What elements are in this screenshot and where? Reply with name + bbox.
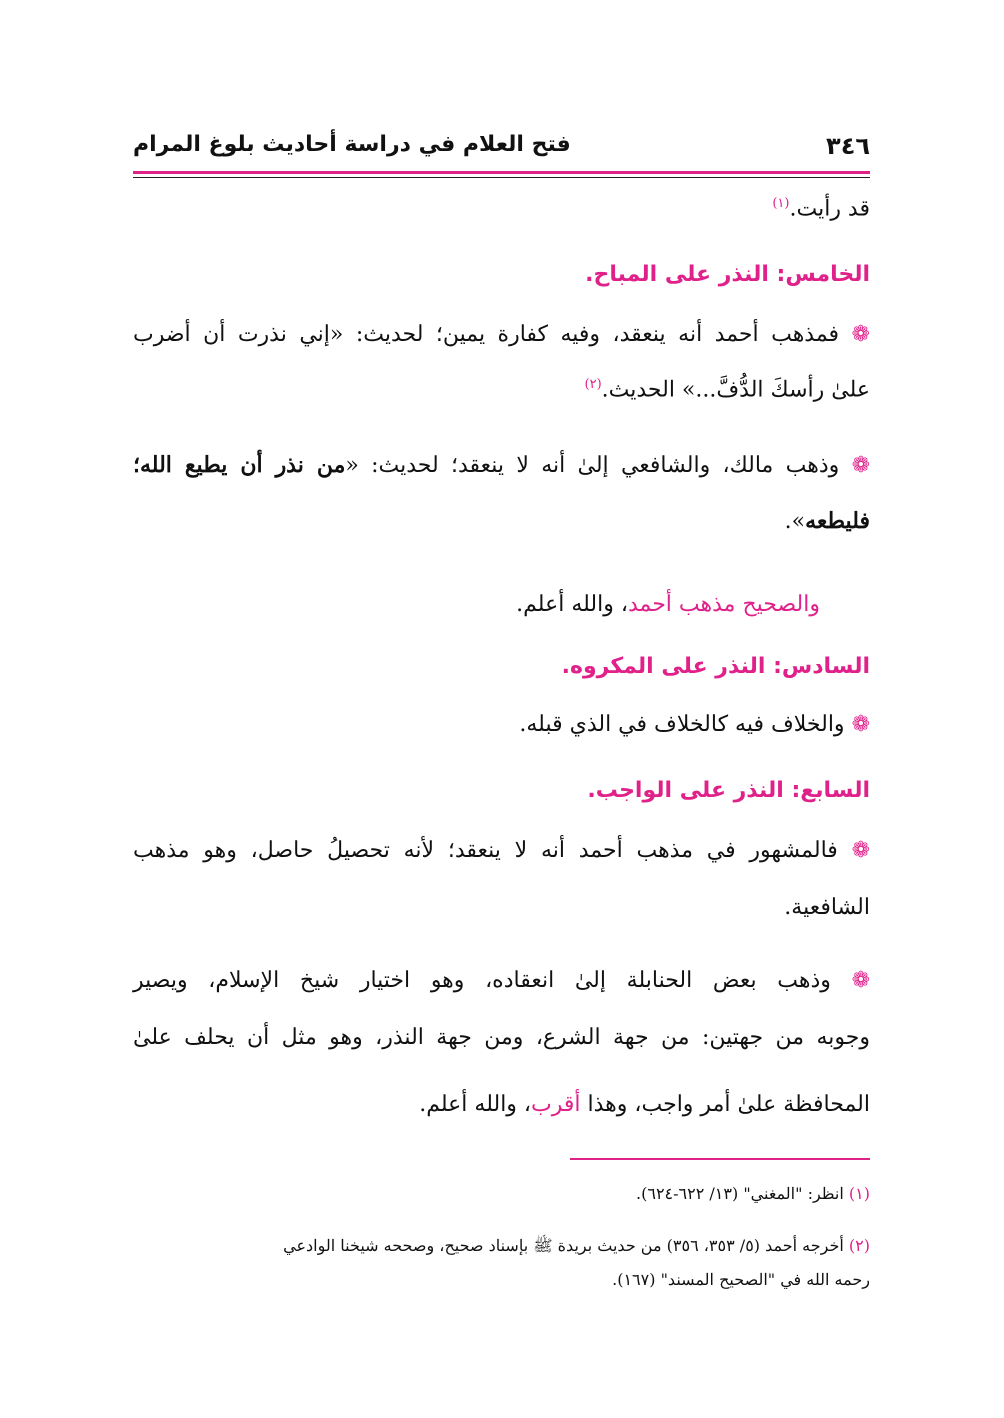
text-line: ❁ فمذهب أحمد أنه ينعقد، وفيه كفارة يمين؛ لحديث: «إني نذرت أن أضرب (133, 322, 870, 347)
flower-icon: ❁ (851, 322, 870, 347)
main-text (133, 0, 870, 1418)
flower-icon: ❁ (851, 968, 870, 993)
text-line: الشافعية. (784, 895, 870, 920)
footnote-ref[interactable]: (١) (772, 196, 790, 211)
text-line: وجوبه من جهتين: من جهة الشرع، ومن جهة النذر، وهو مثل أن يحلف علىٰ (133, 1025, 870, 1050)
book-title: فتح العلام في دراسة أحاديث بلوغ المرام (133, 132, 571, 157)
text-line: قد رأيت.$^{(١)}$ (772, 196, 870, 222)
text-line: ❁ وذهب بعض الحنابلة إلىٰ انعقاده، وهو اختيار شيخ الإسلام، ويصير (133, 968, 870, 993)
footnote-continuation: رحمه الله في "الصحيح المسند" (١٦٧). (612, 1270, 870, 1289)
text-line: المحافظة علىٰ أمر واجب، وهذا أقرب، والله أعلم. (419, 1092, 870, 1117)
section-heading: السادس: النذر على المكروه. (561, 654, 870, 679)
footnote: (١) انظر: "المغني" (١٣/ ٦٢٢-٦٢٤). (636, 1184, 870, 1203)
footnote-ref[interactable]: (٢) (584, 377, 602, 392)
footnote-number: (٢) (848, 1236, 870, 1255)
footnote-rule (570, 1158, 870, 1160)
text-line: علىٰ رأسكَ الدُّفَّ...» الحديث.$^{(٢)}$ (584, 377, 870, 403)
flower-icon: ❁ (851, 712, 870, 737)
footnote: (٢) أخرجه أحمد (٥/ ٣٥٣، ٣٥٦) من حديث بريدة ﷺ بإسناد صحيح، وصححه شيخنا الوادعي (283, 1236, 870, 1255)
page-number: ٣٤٦ (826, 132, 870, 160)
section-heading: السابع: النذر على الواجب. (587, 778, 870, 803)
flower-icon: ❁ (851, 838, 870, 863)
section-heading: الخامس: النذر على المباح. (585, 262, 870, 287)
footnote-number: (١) (848, 1184, 870, 1203)
text-line: ❁ فالمشهور في مذهب أحمد أنه لا ينعقد؛ لأنه تحصيلُ حاصل، وهو مذهب (133, 838, 870, 863)
flower-icon: ❁ (851, 453, 871, 478)
text-line: فليطعه». (784, 508, 870, 534)
text-line: والصحيح مذهب أحمد، والله أعلم. (516, 592, 820, 617)
text-line: ❁ والخلاف فيه كالخلاف في الذي قبله. (519, 712, 870, 737)
text-line: ❁ وذهب مالك، والشافعي إلىٰ أنه لا ينعقد؛ لحديث: «من نذر أن يطيع الله؛ (133, 452, 871, 478)
